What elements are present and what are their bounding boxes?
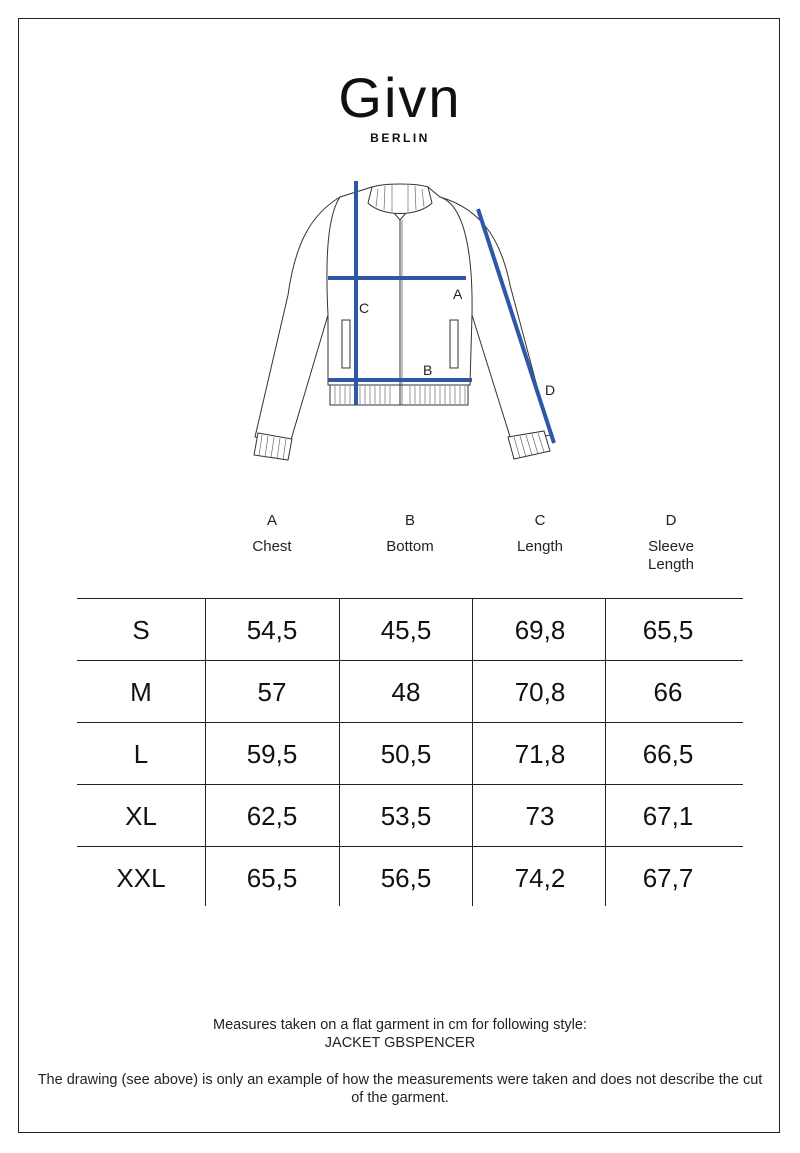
drawing-label-d: D: [545, 382, 556, 398]
table-row: [77, 722, 743, 785]
table-divider: [605, 598, 606, 906]
size-cell: L: [133, 739, 149, 769]
value-cell: 50,5: [380, 739, 432, 769]
table-divider: [205, 598, 206, 906]
brand-subtitle: BERLIN: [370, 131, 430, 145]
drawing-label-a: A: [453, 286, 463, 302]
col-head-chest: [207, 512, 337, 556]
footer-disclaimer: The drawing (see above) is only an example of how the measurements were taken and does not describe the cut of the garment.: [37, 1072, 763, 1106]
value-cell: 57: [257, 677, 287, 707]
value-cell: 54,5: [246, 615, 298, 645]
table-row: [77, 598, 743, 661]
col-letter: B: [404, 512, 415, 529]
col-name: Sleeve Length: [648, 538, 694, 573]
value-cell: 66: [653, 677, 683, 707]
table-row: [77, 660, 743, 723]
value-cell: 71,8: [514, 739, 566, 769]
size-cell: XXL: [116, 863, 166, 893]
value-cell: 62,5: [246, 801, 298, 831]
col-letter: D: [665, 512, 677, 529]
table-divider: [339, 598, 340, 906]
footer-style-name: JACKET GBSPENCER: [324, 1035, 476, 1051]
col-letter: C: [534, 512, 546, 529]
value-cell: 65,5: [246, 863, 298, 893]
table-divider: [472, 598, 473, 906]
waistband: [330, 385, 468, 405]
col-name: Bottom: [386, 538, 434, 555]
size-cell: S: [132, 615, 150, 645]
col-name: Chest: [252, 538, 292, 555]
brand-logo: Givn: [338, 66, 462, 129]
footer-measure-note: Measures taken on a flat garment in cm for following style:: [213, 1017, 587, 1033]
value-cell: 70,8: [514, 677, 566, 707]
value-cell: 66,5: [642, 739, 694, 769]
table-row: [77, 846, 743, 907]
value-cell: 69,8: [514, 615, 566, 645]
value-cell: 48: [391, 677, 421, 707]
col-head-bottom: [345, 512, 475, 556]
value-cell: 67,7: [642, 863, 694, 893]
col-head-sleeve-length: [606, 512, 736, 574]
value-cell: 74,2: [514, 863, 566, 893]
collar: [368, 184, 432, 214]
size-cell: M: [130, 677, 152, 707]
jacket-drawing: [240, 175, 570, 465]
value-cell: 56,5: [380, 863, 432, 893]
value-cell: 67,1: [642, 801, 694, 831]
value-cell: 45,5: [380, 615, 432, 645]
col-letter: A: [266, 512, 277, 529]
value-cell: 65,5: [642, 615, 694, 645]
table-row: [77, 784, 743, 847]
col-head-length: [475, 512, 605, 556]
size-cell: XL: [125, 801, 157, 831]
value-cell: 73: [525, 801, 555, 831]
left-sleeve: [255, 197, 340, 443]
col-name: Length: [517, 538, 563, 555]
value-cell: 53,5: [380, 801, 432, 831]
value-cell: 59,5: [246, 739, 298, 769]
drawing-label-c: C: [359, 300, 370, 316]
drawing-label-b: B: [423, 362, 433, 378]
